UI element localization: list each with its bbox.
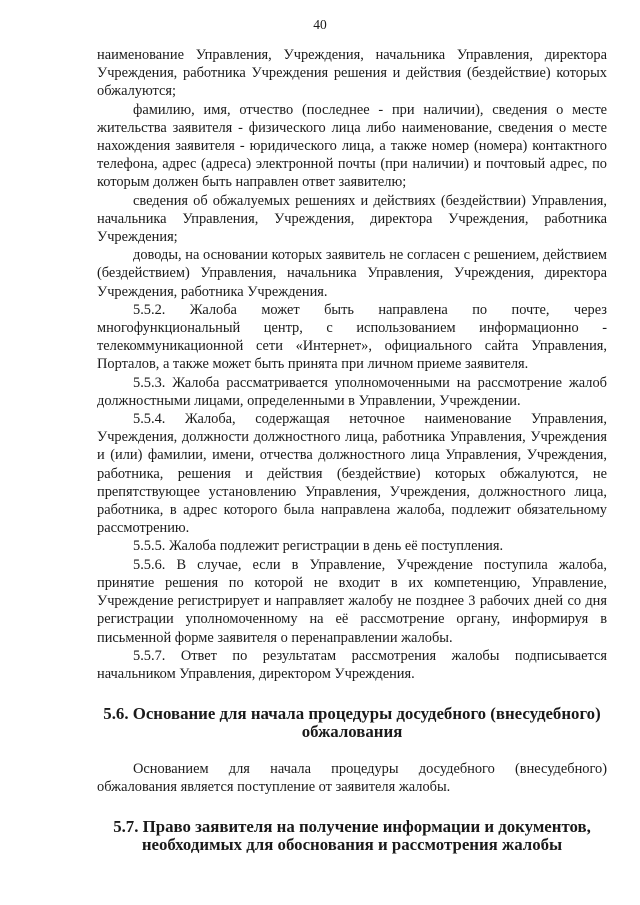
paragraph-5-5-2: 5.5.2. Жалоба может быть направлена по почте, через многофункциональный центр, с использованием информационно - телекоммуникационной сети «Интернет», официального сайта Управления, Порталов, а также может быть принята при личном приеме заявителя.	[97, 301, 607, 373]
paragraph-3: сведения об обжалуемых решениях и действиях (бездействии) Управления, начальника Управления, Учреждения, директора Учреждения, работника Учреждения;	[97, 192, 607, 246]
paragraph-1: наименование Управления, Учреждения, начальника Управления, директора Учреждения, работника Учреждения решения и действия (бездействие) которых обжалуются;	[97, 47, 607, 100]
paragraph-5-5-3: 5.5.3. Жалоба рассматривается уполномоченными на рассмотрение жалоб должностными лицами, определенными в Управлении, Учреждении.	[97, 374, 607, 409]
paragraph-5-5-7: 5.5.7. Ответ по результатам рассмотрения жалобы подписывается начальником Управления, директором Учреждения.	[97, 647, 607, 682]
paragraph-5-5-5: 5.5.5. Жалоба подлежит регистрации в день её поступления.	[133, 538, 504, 555]
section-5-7-heading-line-2: необходимых для обоснования и рассмотрения жалобы	[141, 835, 563, 855]
document-body	[97, 46, 607, 854]
paragraph-5-5-4: 5.5.4. Жалоба, содержащая неточное наименование Управления, Учреждения, должности должностного лица, работника Управления, Учреждения и (или) фамилии, имени, отчества должностного лица Управления, Учреждения, работника, решения и действия (бездействие) которых обжалуются, не препятствующее установлению Управления, Учреждения, должностного лица, работника, в адрес которого была направлена жалоба, подлежит обязательному рассмотрению.	[97, 411, 607, 537]
section-5-6-text: Основанием для начала процедуры досудебного (внесудебного) обжалования является поступление от заявителя жалобы.	[97, 760, 607, 795]
page-number: 40	[313, 17, 327, 32]
paragraph-4: доводы, на основании которых заявитель не согласен с решением, действием (бездействием) Управления, начальника Управления, Учреждения, директора Учреждения, работника Учреждения.	[97, 247, 607, 300]
section-5-7-heading-line-1: 5.7. Право заявителя на получение информации и документов,	[113, 816, 591, 836]
section-5-7-heading	[97, 818, 607, 854]
paragraph-5-5-6: 5.5.6. В случае, если в Управление, Учреждение поступила жалоба, принятие решения по которой не входит в их компетенцию, Управление, Учреждение регистрирует и направляет жалобу не позднее 3 рабочих дней со дня регистрации уполномоченному на её рассмотрение органу, информируя в письменной форме заявителя о перенаправлении жалобы.	[97, 556, 607, 646]
section-5-6-heading-line-1: 5.6. Основание для начала процедуры досудебного (внесудебного)	[103, 704, 601, 724]
section-5-6-heading	[97, 705, 607, 741]
paragraph-2: фамилию, имя, отчество (последнее - при наличии), сведения о месте жительства заявителя - физического лица либо наименование, сведения о месте нахождения заявителя - юридического лица, а также номер (номера) контактного телефона, адрес (адреса) электронной почты (при наличии) и почтовый адрес, по которым должен быть направлен ответ заявителю;	[97, 101, 607, 191]
section-5-6-heading-line-2: обжалования	[301, 722, 403, 742]
